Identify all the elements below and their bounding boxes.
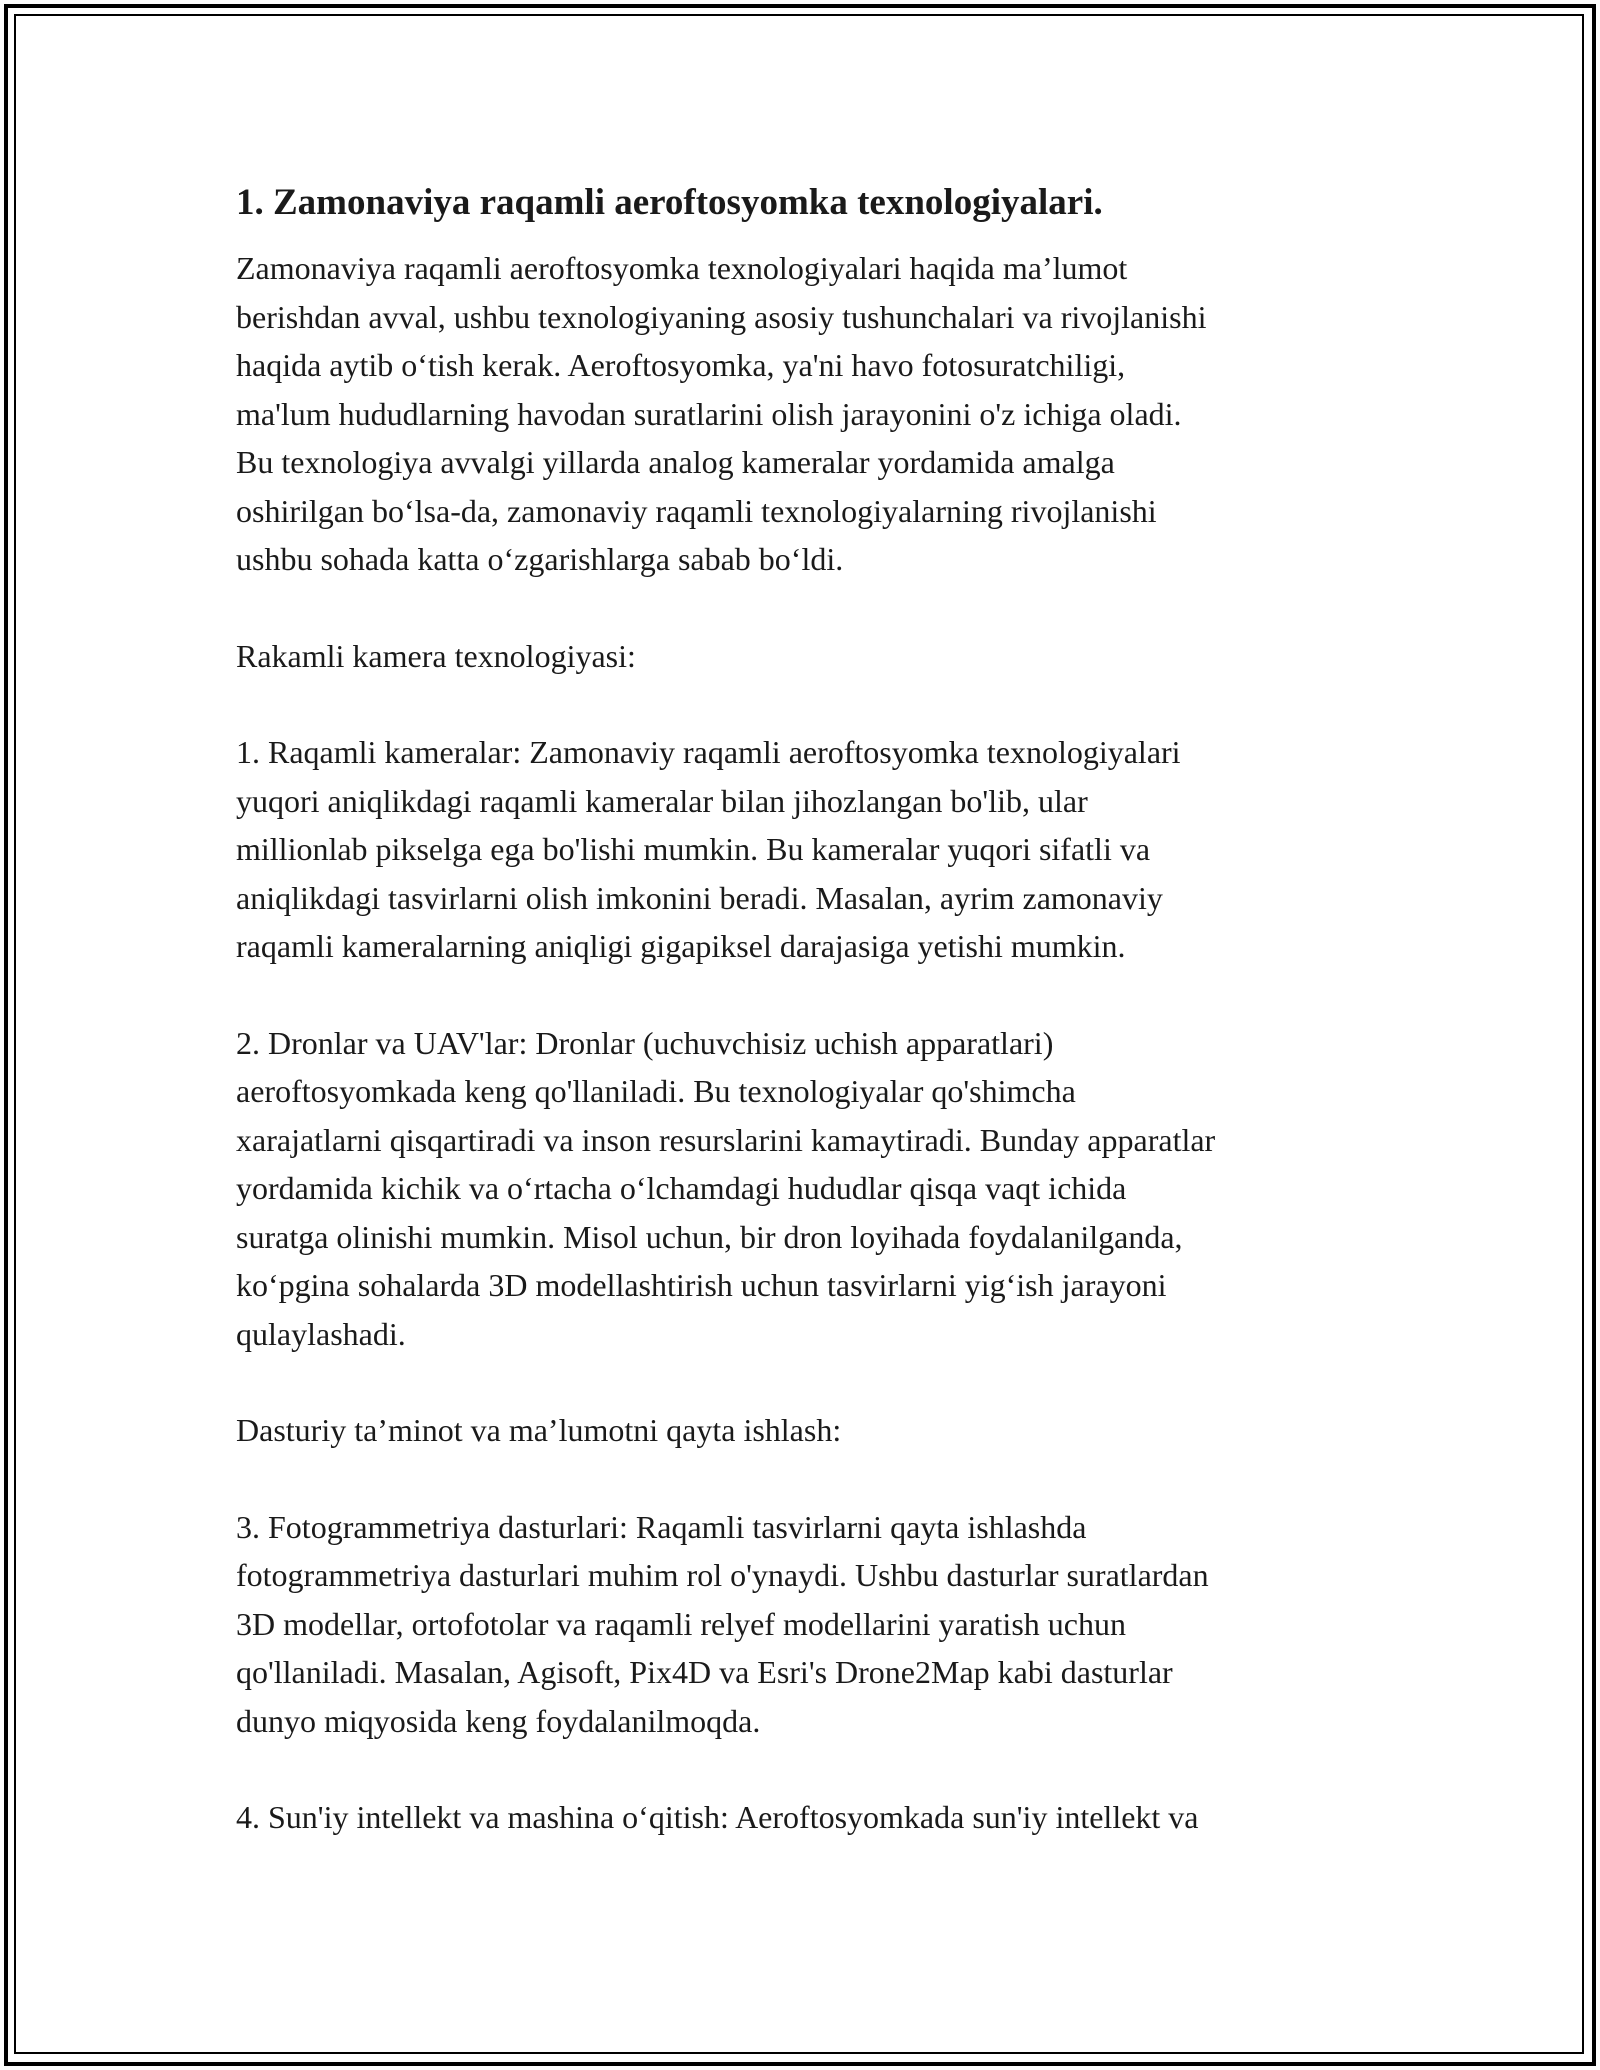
text-line: Zamonaviya raqamli aeroftosyomka texnologiyalari haqida ma’lumot <box>236 250 1128 286</box>
text-line: 3. Fotogrammetriya dasturlari: Raqamli tasvirlarni qayta ishlashda <box>236 1508 1087 1545</box>
text-line: ma'lum hududlarning havodan suratlarini olish jarayonini o'z ichiga oladi. <box>236 395 1182 432</box>
text-line: berishdan avval, ushbu texnologiyaning asosiy tushunchalari va rivojlanishi <box>236 298 1207 335</box>
text-line: yuqori aniqlikdagi raqamli kameralar bilan jihozlangan bo'lib, ular <box>236 782 1088 819</box>
document-title: 1. Zamonaviya raqamli aeroftosyomka texnologiyalari. <box>236 182 1103 223</box>
paragraph <box>236 244 1386 584</box>
text-line: qo'llaniladi. Masalan, Agisoft, Pix4D va Esri's Drone2Map kabi dasturlar <box>236 1654 1173 1690</box>
text-line: dunyo miqyosida keng foydalanilmoqda. <box>236 1702 761 1739</box>
text-line: 2. Dronlar va UAV'lar: Dronlar (uchuvchisiz uchish apparatlari) <box>236 1024 1054 1061</box>
text-line: Dasturiy ta’minot va ma’lumotni qayta ishlash: <box>236 1412 842 1448</box>
text-line: suratga olinishi mumkin. Misol uchun, bir dron loyihada foydalanilganda, <box>236 1218 1183 1255</box>
text-line: Rakamli kamera texnologiyasi: <box>236 637 636 674</box>
text-line: aniqlikdagi tasvirlarni olish imkonini beradi. Masalan, ayrim zamonaviy <box>236 879 1163 916</box>
text-line: Bu texnologiya avvalgi yillarda analog kameralar yordamida amalga <box>236 444 1115 480</box>
text-line: qulaylashadi. <box>236 1315 406 1352</box>
paragraph <box>236 1019 1386 1359</box>
text-line: fotogrammetriya dasturlari muhim rol o'ynaydi. Ushbu dasturlar suratlardan <box>236 1557 1209 1593</box>
text-line: aeroftosyomkada keng qo'llaniladi. Bu texnologiyalar qo'shimcha <box>236 1073 1076 1109</box>
text-line: haqida aytib o‘tish kerak. Aeroftosyomka, ya'ni havo fotosuratchiligi, <box>236 347 1126 383</box>
paragraph <box>236 728 1386 971</box>
paragraph-list <box>236 244 1386 1842</box>
document-body <box>236 178 1386 1890</box>
text-line: ko‘pgina sohalarda 3D modellashtirish uchun tasvirlarni yig‘ish jarayoni <box>236 1267 1167 1303</box>
text-line: millionlab pikselga ega bo'lishi mumkin. Bu kameralar yuqori sifatli va <box>236 831 1151 867</box>
paragraph <box>236 1503 1386 1746</box>
text-line: raqamli kameralarning aniqligi gigapiksel darajasiga yetishi mumkin. <box>236 928 1126 964</box>
text-line: ushbu sohada katta o‘zgarishlarga sabab bo‘ldi. <box>236 541 844 577</box>
paragraph <box>236 1406 1386 1455</box>
text-line: 1. Raqamli kameralar: Zamonaviy raqamli aeroftosyomka texnologiyalari <box>236 734 1181 770</box>
text-line: 4. Sun'iy intellekt va mashina o‘qitish: Aeroftosyomkada sun'iy intellekt va <box>236 1799 1199 1835</box>
text-line: oshirilgan bo‘lsa-da, zamonaviy raqamli texnologiyalarning rivojlanishi <box>236 492 1157 529</box>
text-line: yordamida kichik va o‘rtacha o‘lchamdagi hududlar qisqa vaqt ichida <box>236 1170 1127 1206</box>
paragraph <box>236 632 1386 681</box>
text-line: xarajatlarni qisqartiradi va inson resurslarini kamaytiradi. Bunday apparatlar <box>236 1121 1216 1158</box>
paragraph <box>236 1793 1386 1842</box>
text-line: 3D modellar, ortofotolar va raqamli relyef modellarini yaratish uchun <box>236 1605 1126 1642</box>
